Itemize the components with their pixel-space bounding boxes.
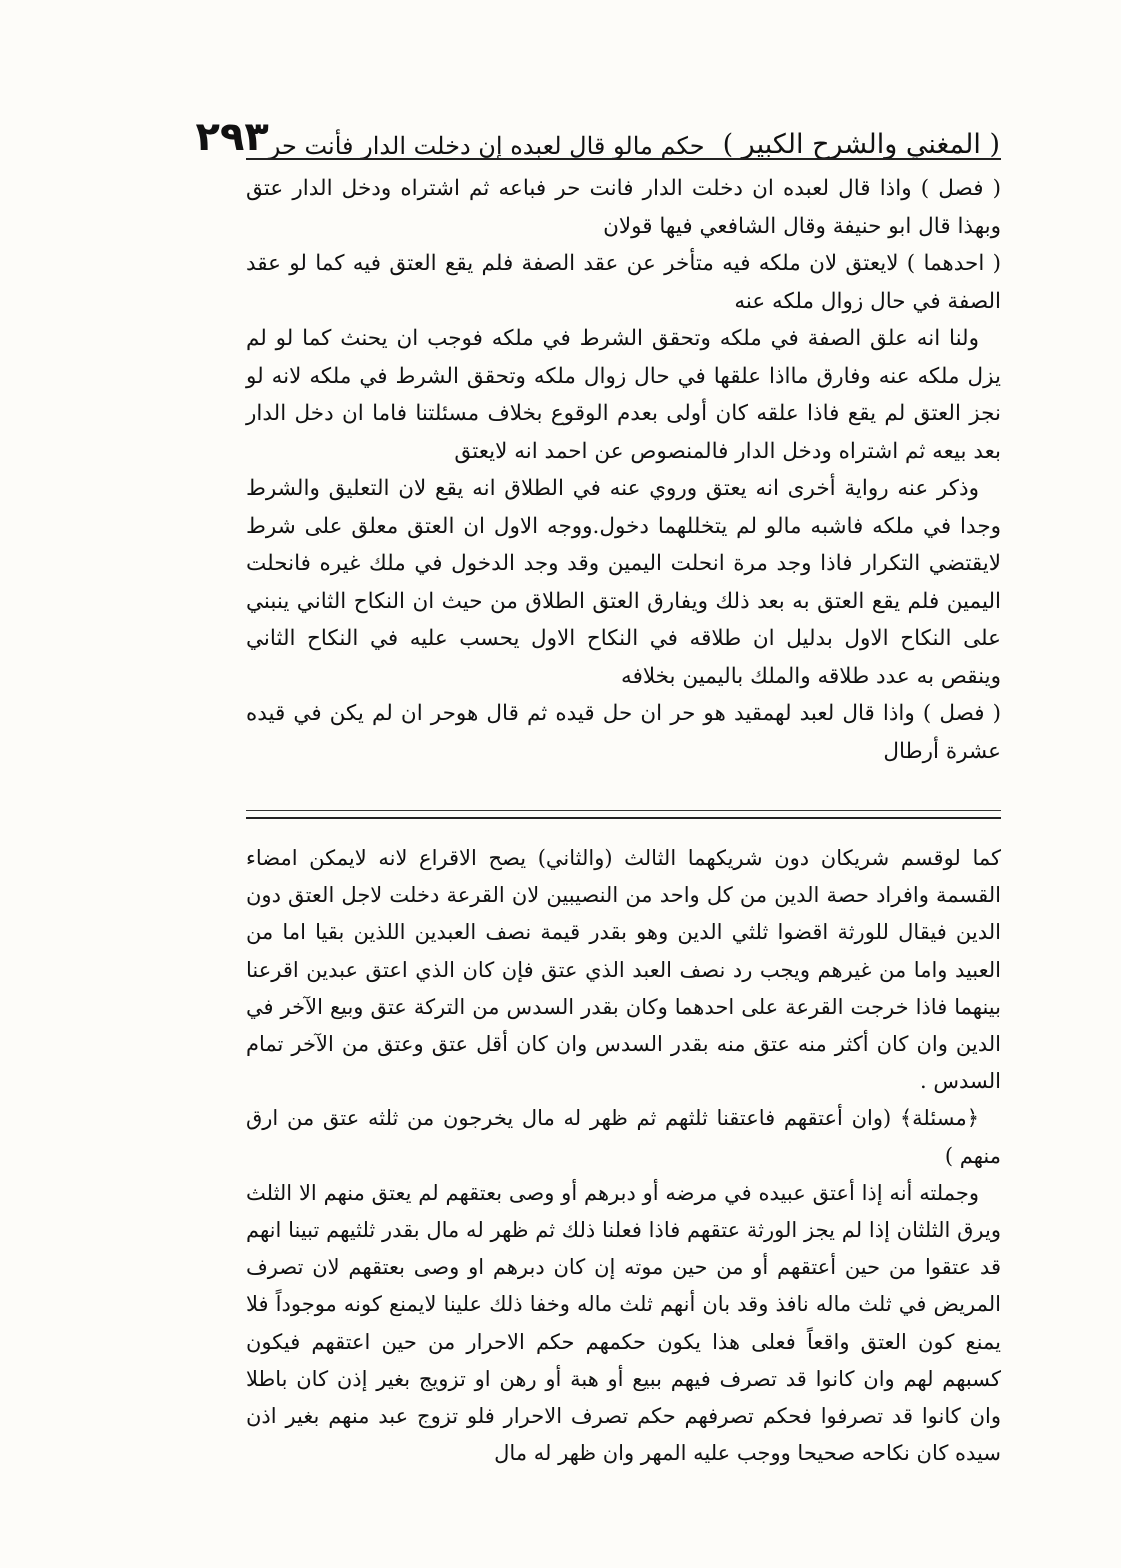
commentary-text (246, 840, 1001, 1472)
paragraph: ( فصل ) واذا قال لعبد لهمقيد هو حر ان حل قيده ثم قال هوحر ان لم يكن في قيده عشرة أرطال (246, 701, 1001, 764)
section-title: حكم مالو قال لعبده إن دخلت الدار فأنت حر (268, 132, 705, 160)
paragraph: ( احدهما ) لايعتق لان ملكه فيه متأخر عن عقد الصفة فلم يقع العتق فيه كما لو عقد الصفة في حال زوال ملكه عنه (246, 251, 1001, 314)
paragraph: ولنا انه علق الصفة في ملكه وتحقق الشرط في ملكه فوجب ان يحنث كما لو لم يزل ملكه عنه وفارق مااذا علقها في حال زوال ملكه وتحقق الشرط في ملكه لانه لو نجز العتق لم يقع فاذا علقه كان أولى بعدم الوقوع بخلاف مسئلتنا فاما ان دخل الدار بعد بيعه ثم اشتراه ودخل الدار فالمنصوص عن احمد انه لايعتق (246, 326, 1001, 464)
main-text (246, 170, 1001, 770)
paragraph: ( فصل ) واذا قال لعبده ان دخلت الدار فانت حر فباعه ثم اشتراه ودخل الدار عتق وبهذا قال ابو حنيفة وقال الشافعي فيها قولان (246, 176, 1001, 239)
paragraph: كما لوقسم شريكان دون شريكهما الثالث (والثاني) يصح الاقراع لانه لايمكن امضاء القسمة وافراد حصة الدين من كل واحد من النصيبين لان القرعة دخلت لاجل العتق دون الدين فيقال للورثة اقضوا ثلثي الدين وهو بقدر قيمة نصف العبدين اللذين بقيا اما من العبيد واما من غيرهم ويجب رد نصف العبد الذي عتق فإن كان الذي اعتق عبدين اقرعنا بينهما فاذا خرجت القرعة على احدهما وكان بقدر السدس من التركة عتق وبيع الآخر في الدين وان كان أكثر منه عتق منه بقدر السدس وان كان أقل عتق وعتق من الآخر تمام السدس . (246, 846, 1001, 1094)
header-rule (246, 158, 1001, 160)
book-title: ( المغني والشرح الكبير ) (722, 129, 1000, 160)
page-header (195, 100, 1000, 160)
paragraph: وجملته أنه إذا أعتق عبيده في مرضه أو دبرهم أو وصى بعتقهم لم يعتق منهم الا الثلث ويرق الثلثان إذا لم يجز الورثة عتقهم فاذا فعلنا ذلك ثم ظهر له مال بقدر ثلثيهم تبينا انهم قد عتقوا من حين أعتقهم أو من حين موته إن كان دبرهم او وصى بعتقهم لان تصرف المريض في ثلث ماله نافذ وقد بان أنهم ثلث ماله وخفا ذلك علينا لايمنع كونه موجوداً فلا يمنع كون العتق واقعاً فعلى هذا يكون حكمهم حكم الاحرار من حين اعتقهم فيكون كسبهم لهم وان كانوا قد تصرف فيهم ببيع أو هبة أو رهن او تزويج بغير إذن كان باطلا وان كانوا قد تصرفوا فحكم تصرفهم حكم تصرف الاحرار فلو تزوج عبد منهم بغير اذن سيده كان نكاحه صحيحا ووجب عليه المهر وان ظهر له مال (246, 1180, 1001, 1466)
paragraph: وذكر عنه رواية أخرى انه يعتق وروي عنه في الطلاق انه يقع لان التعليق والشرط وجدا في ملكه فاشبه مالو لم يتخللهما دخول.ووجه الاول ان العتق معلق على شرط لايقتضي التكرار فاذا وجد مرة انحلت اليمين وقد وجد الدخول في ملك غيره فانحلت اليمين فلم يقع العتق به بعد ذلك ويفارق العتق الطلاق من حيث ان النكاح الثاني ينبني على النكاح الاول بدليل ان طلاقه في النكاح الاول يحسب عليه في النكاح الثاني وينقص به عدد طلاقه والملك باليمين بخلافه (246, 476, 1001, 689)
paragraph: ﴿مسئلة﴾ (وان أعتقهم فاعتقنا ثلثهم ثم ظهر له مال يخرجون من ثلثه عتق من ارق منهم ) (246, 1106, 1001, 1168)
page-number: ٢٩٣ (195, 114, 269, 160)
section-divider (246, 810, 1001, 819)
